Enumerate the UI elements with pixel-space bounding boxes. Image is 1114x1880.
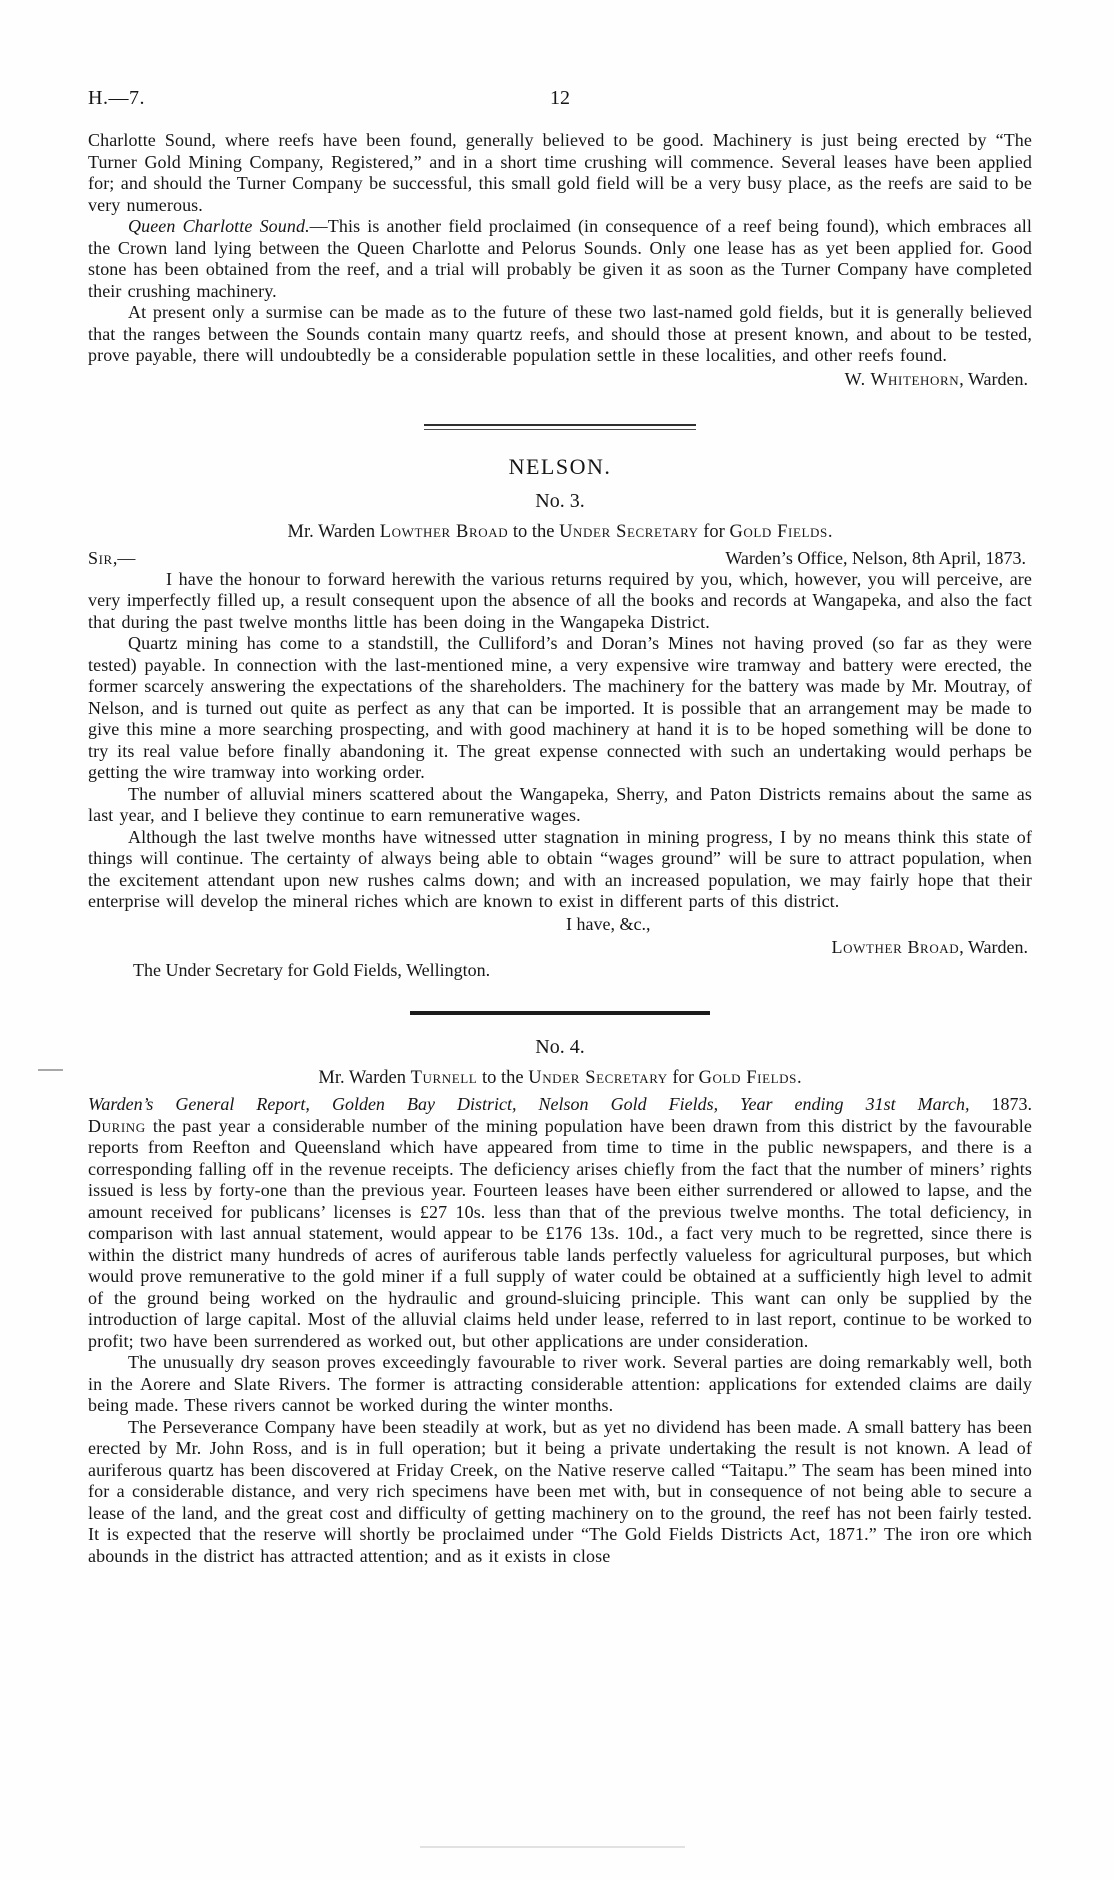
signature-lowther-broad [88, 936, 1032, 958]
page-number: 12 [550, 87, 570, 109]
section-divider [410, 1011, 710, 1015]
paragraph-quartz-mining: Quartz mining has come to a standstill, the Culliford’s and Doran’s Mines not having proved (so far as they were tested) payable. In connection with the last-mentioned mine, a very expensive wire tramway and battery were erected, the former scarcely answering the expectations of the shareholders. The machinery for the battery was made by Mr. Moutray, of Nelson, and is turned out quite as perfect as any that can be imported. It is possible that an arrangement may be made to give this mine a more searching prospecting, and with good machinery at hand it is to be hoped something will be done to try its real value before finally abandoning it. The great expense connected with such an undertaking would perhaps be getting the wire tramway into working order. [88, 633, 1032, 782]
signature-suffix: , Warden. [959, 368, 1028, 389]
paragraph-honour-to-forward: I have the honour to forward herewith the various returns required by you, which, however, you will perceive, are very imperfectly filled up, a result consequent upon the absence of all the books and records at Wangapeka, and also the fact that during the past twelve months little has been doing in the Wangapeka District. [88, 568, 1032, 632]
section-title-nelson: NELSON. [508, 453, 612, 479]
paragraph-perseverance-company: The Perseverance Company have been steadily at work, but as yet no dividend has been made. A small battery has been erected by Mr. John Ross, and is in full operation; but it being a private undertaking the result is not known. A lead of auriferous quartz has been discovered at Friday Creek, on the Native reserve called “Taitapu.” The seam has been mined into for a considerable distance, and very rich specimens have been met with, but in consequence of not being able to secure a lease of the land, and the great cost and difficulty of getting machinery on to the ground, the reef has not been fairly tested. It is expected that the reserve will shortly be proclaimed under “The Gold Fields Districts Act, 1871.” The iron ore which abounds in the district has attracted attention; and as it exists in close [88, 1416, 1032, 1566]
faint-bottom-rule [420, 1846, 685, 1848]
paragraph-dry-season: The unusually dry season proves exceedingly favourable to river work. Several parties are doing remarkably well, both in the Aorere and Slate Rivers. The former is attracting considerable attention: applications for extended claims are daily being made. These rivers cannot be worked during the winter months. [88, 1352, 1032, 1415]
paragraph-at-present: At present only a surmise can be made as to the future of these two last-named gold fields, but it is generally believed that the ranges between the Sounds contain many quartz reefs, and should those at present known, and about to be tested, prove payable, there will undoubtedly be a considerable population settle in these localities, and other reefs found. [88, 302, 1032, 365]
letter-heading: Mr. Warden Turnell to the Under Secretary for Gold Fields. [318, 1067, 802, 1088]
valediction: I have, &c., [566, 913, 651, 934]
signature-name: W. Whitehorn [844, 368, 960, 389]
paragraph-charlotte-sound: Charlotte Sound, where reefs have been found, generally believed to be good. Machinery is just being erected by “The Turner Gold Mining Company, Registered,” and in a short time crushing will commence. Several leases have been applied for; and should the Turner Company be successful, this small gold field will be a very busy place, as the reefs are said to be very numerous. [88, 130, 1032, 215]
document-body [88, 130, 1032, 1567]
margin-mark [38, 1069, 63, 1071]
letter-heading: Mr. Warden Lowther Broad to the Under Secretary for Gold Fields. [287, 521, 833, 542]
letter-no-3 [88, 489, 1032, 981]
letter-number: No. 3. [535, 489, 585, 512]
report-code: H.—7. [88, 87, 145, 109]
signature-whitehorn [88, 368, 1032, 390]
addressee: The Under Secretary for Gold Fields, Wellington. [133, 959, 491, 980]
paragraph-queen-charlotte-sound [88, 216, 1032, 302]
report-title: Warden’s General Report, Golden Bay District, Nelson Gold Fields, Year ending 31st March, 1873. [88, 1093, 1032, 1114]
dateline: Warden’s Office, Nelson, 8th April, 1873. [725, 547, 1026, 568]
letter-no-4 [88, 1035, 1032, 1568]
paragraph-alluvial-miners: The number of alluvial miners scattered about the Wangapeka, Sherry, and Paton Districts remains about the same as last year, and I believe they continue to earn remunerative wages. [88, 783, 1032, 825]
page-header [88, 0, 1032, 110]
section-nelson [88, 454, 1032, 1568]
signature-suffix: , Warden. [959, 936, 1028, 957]
page-content [88, 0, 1032, 1567]
salutation: Sir,— [88, 547, 136, 568]
section-marlborough [88, 130, 1032, 390]
signature-name: Lowther Broad [831, 936, 960, 957]
salutation-row [88, 547, 1032, 569]
paragraph-during-past-year: During the past year a considerable number of the mining population have been drawn from this district by the favourable reports from Reefton and Queensland which have appeared from time to time in the public newspapers, and there is a corresponding falling off in the revenue receipts. The deficiency arises chiefly from the fact that the number of miners’ rights issued is less by forty-one than the previous year. Fourteen leases have been either surrendered or allowed to lapse, and the amount received for publicans’ licenses is £27 10s. less than that of the previous twelve months. The total deficiency, in comparison with last annual statement, would appear to be £176 13s. 10d., a fact very much to be regretted, since there is within the district many hundreds of acres of auriferous table lands perfectly valueless for agricultural purposes, but which would prove remunerative to the gold miner if a full supply of water could be obtained at a sufficiently high level to admit of the ground being worked on the hydraulic and ground-sluicing principle. This want can only be supplied by the introduction of large capital. Most of the alluvial claims held under lease, referred to in last report, continue to be worked to profit; two have been surrendered as worked out, but other applications are under consideration. [88, 1115, 1032, 1351]
paragraph-lead-italic: Queen Charlotte Sound. [128, 216, 310, 236]
paragraph-rest: —This is another field proclaimed (in consequence of a reef being found), which embraces all the Crown land lying between the Queen Charlotte and Pelorus Sounds. Only one lease has as yet been applied for. Good stone has been obtained from the reef, and a trial will probably be given it as soon as the Turner Company have completed their crushing machinery. [88, 216, 1032, 301]
letter-number: No. 4. [535, 1035, 585, 1058]
section-divider [424, 424, 696, 430]
paragraph-stagnation: Although the last twelve months have witnessed utter stagnation in mining progress, I by no means think this state of things will continue. The certainty of always being able to obtain “wages ground” will be sure to attract population, when the excitement attendant upon new rushes calms down; and with an increased population, we may fairly hope that their enterprise will develop the mineral riches which are known to exist in different parts of this district. [88, 826, 1032, 911]
